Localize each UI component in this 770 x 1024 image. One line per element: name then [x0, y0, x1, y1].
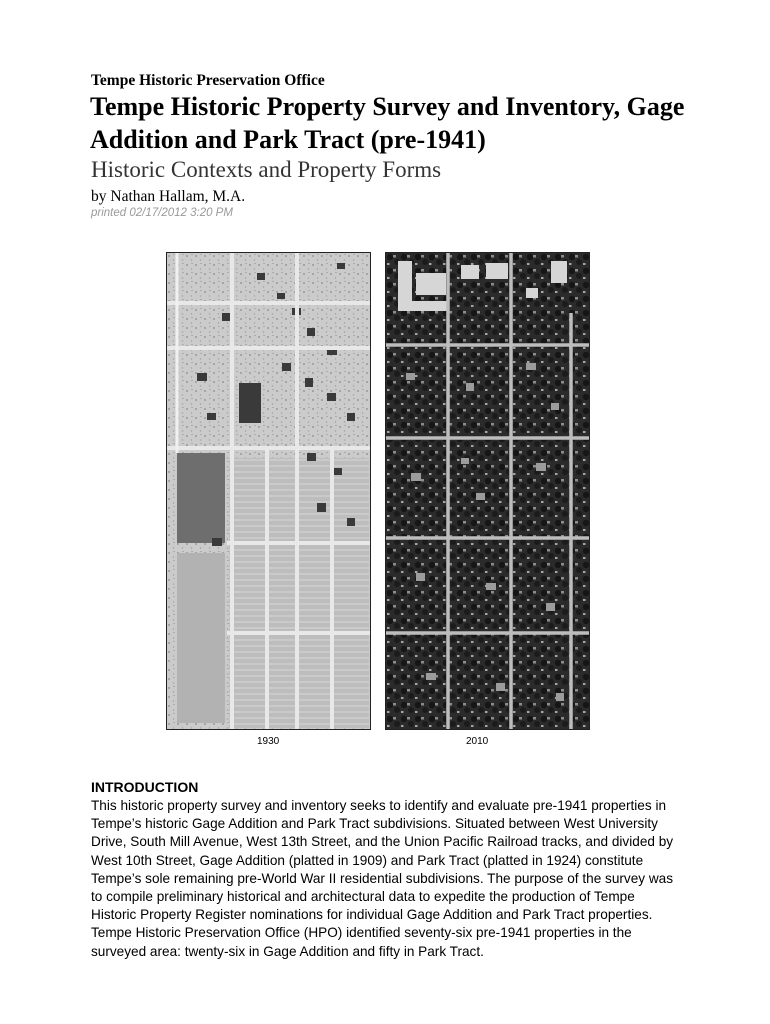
- aerial-photo-1930: [166, 252, 371, 730]
- figure-caption-2010: 2010: [466, 736, 489, 747]
- section-body: This historic property survey and inventory seeks to identify and evaluate pre-1941 properties in Tempe’s historic Gage Addition and Park Tract subdivisions. Situated between West University Drive, South Mill Avenue, West 13th Street, and the Union Pacific Railroad tracks, and divided by West 10th Street, Gage Addition (platted in 1909) and Park Tract (platted in 1924) constitute Tempe’s sole remaining pre-World War II residential subdivisions. The purpose of the survey was to compile preliminary historical and architectural data to expedite the production of Tempe Historic Property Register nominations for individual Gage Addition and Park Tract properties. Tempe Historic Preservation Office (HPO) identified seventy-six pre-1941 properties in the surveyed area: twenty-six in Gage Addition and fifty in Park Tract.: [91, 798, 674, 959]
- document-subtitle: Historic Contexts and Property Forms: [91, 157, 442, 182]
- section-heading: INTRODUCTION: [91, 779, 199, 795]
- printed-timestamp: printed 02/17/2012 3:20 PM: [91, 207, 233, 219]
- document-title: Tempe Historic Property Survey and Inventory, Gage Addition and Park Tract (pre-1941): [90, 92, 685, 154]
- office-name: Tempe Historic Preservation Office: [91, 72, 325, 89]
- aerial-photo-2010: [385, 252, 590, 730]
- author-line: by Nathan Hallam, M.A.: [91, 188, 246, 205]
- figure-caption-1930: 1930: [257, 736, 280, 747]
